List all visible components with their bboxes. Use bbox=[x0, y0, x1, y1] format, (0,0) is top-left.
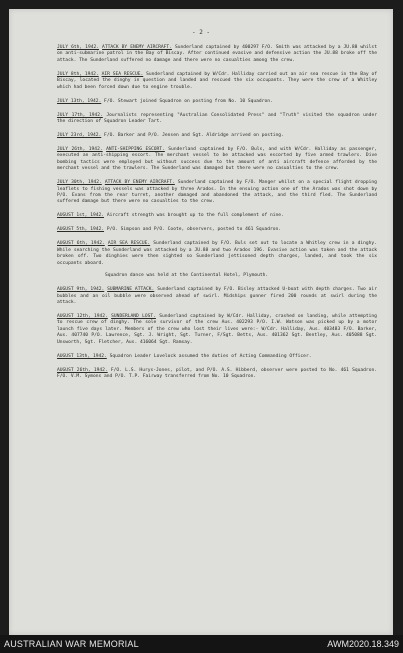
entry-date: JULY 26th, 1942. bbox=[57, 147, 103, 153]
entry-date: JULY 23rd, 1942. bbox=[57, 133, 102, 139]
entry-date: AUGUST 5th, 1942. bbox=[57, 227, 105, 233]
diary-entry bbox=[57, 45, 377, 64]
entry-date: JULY 13th, 1942. bbox=[57, 98, 102, 104]
entry-text: Squadron Leader Lovelock assumed the duties of Acting Commanding Officer. bbox=[109, 353, 312, 359]
diary-entry bbox=[57, 72, 377, 91]
entry-date: AUGUST 1st, 1942. bbox=[57, 213, 105, 219]
entry-text: Sunderland captained by F/O. Bisley attacked U-boat with depth charges. Two air bubbles and an oil bubble were observed ahead of swirl. Midships gunner fired 200 rounds at swirl during the attack. bbox=[57, 287, 377, 305]
footer-accession-number: AWM2020.18.349 bbox=[327, 639, 399, 649]
entry-text: F/O. Stewart joined Squadron on posting from No. 10 Squadron. bbox=[104, 98, 273, 104]
entry-heading: SUBMARINE ATTACK. bbox=[107, 287, 155, 293]
entry-text: Sunderland captained by F/O. Buls set out to locate a Whitley crew in a dinghy. While searching the Sunderland was attacked by a JU.88 and two Arados 196. Evasive action was taken and the attack broken off. Two dinghies were then sighted so Sunderland jettisoned depth charges, landed, and took the six occupants aboard. bbox=[57, 241, 377, 266]
entry-text: F/O. Barker and P/O. Jensen and Sgt. Aldridge arrived on posting. bbox=[104, 133, 284, 139]
diary-entry bbox=[57, 213, 377, 219]
diary-entry bbox=[57, 99, 377, 105]
footer-institution: AUSTRALIAN WAR MEMORIAL bbox=[4, 639, 139, 649]
entry-text: Sunderland captained by W/Cdr. Halliday, crashed on landing, while attempting to rescue crew of dinghy. The sole survivor of the crew Aus. 402293 P/O. I.W. Watson was picked up by a motor launch five days later. Members of the crew who lost their lives were:- W/Cdr. Halliday, Aus. 403483 F/O. Barker, Aus. 407740 P/O. Lawrence, Sgt. J. Wright, Sgt. Turner, F/Sgt. Betts, Aus. 401362 Sgt. Bentley, Aus. 405088 Sgt. Unsworth, Sgt. Fletcher, Aus. 416064 Sgt. Ramsay. bbox=[57, 313, 377, 345]
entry-date: JULY 8th, 1942. bbox=[57, 71, 99, 77]
diary-entry bbox=[57, 113, 377, 126]
entry-date: JULY 30th, 1942. bbox=[57, 180, 102, 186]
entry-heading: AIR SEA RESCUE. bbox=[101, 71, 144, 77]
entry-heading: SUNDERLAND LOST. bbox=[111, 313, 156, 319]
diary-entry bbox=[57, 368, 377, 381]
entry-text: Sunderland captained by W/Cdr. Halliday carried out an air sea rescue in the Bay of Biscay, located the dinghy in question and landed and rescued the six occupants. They were the crew of a Whitley which had been forced down due to engine trouble. bbox=[57, 71, 377, 90]
entry-date: AUGUST 12th, 1942. bbox=[57, 313, 108, 319]
page-number: - 2 - bbox=[191, 29, 211, 36]
entry-heading: ATTACK BY ENEMY AIRCRAFT. bbox=[102, 45, 172, 50]
diary-entry bbox=[57, 314, 377, 346]
diary-entries bbox=[57, 45, 377, 388]
entry-text: F/O. L.S. Hurys-Jones, pilot, and P/O. A.S. Hibberd, observer were posted to No. 461 Squadron. F/O. V.M. Symons and P/O. T.P. Fairway transferred from No. 10 Squadron. bbox=[57, 367, 377, 379]
entry-date: AUGUST 13th, 1942. bbox=[57, 353, 107, 359]
entry-text: Sunderland captained by F/O. Manger whilst on a special flight dropping leaflets to fishing vessels was attacked by three Arados. In the ensuing action one of the Arados was shot down by P/O. Evans from the rear turret, another damaged and abandoned the attack, and the third fled. The Sunderland suffered damage but there were no casualties to the crew. bbox=[57, 180, 377, 205]
entry-text: Aircraft strength was brought up to the full complement of nine. bbox=[106, 213, 284, 219]
entry-text: Sunderland captained by F/O. Buls, and with W/Cdr. Halliday as passenger, executed an anti-shipping escort. The merchant vessel to be attacked was escorted by five armed trawlers. Dive bombing tactics were employed but without success due to the amount of anti aircraft defence afforded by the merchant vessel and the trawlers. The Sunderland was damaged but there were no casualties to the crew. bbox=[57, 147, 377, 172]
document-page bbox=[9, 9, 393, 635]
diary-entry bbox=[57, 287, 377, 306]
entry-heading: ANTI-SHIPPING ESCORT. bbox=[106, 147, 165, 153]
diary-entry bbox=[57, 147, 377, 173]
entry-date: AUGUST 9th, 1942. bbox=[57, 287, 105, 293]
entry-date: AUGUST 26th, 1942. bbox=[57, 367, 108, 373]
footer-bar bbox=[0, 635, 403, 653]
entry-heading: AIR SEA RESCUE. bbox=[107, 241, 151, 247]
entry-date: JULY 6th, 1942. bbox=[57, 45, 100, 50]
diary-entry bbox=[57, 354, 377, 360]
entry-text: P/O. Simpson and P/O. Coote, observers, posted to 461 Squadron. bbox=[106, 227, 282, 233]
entry-text: Journalists representing "Australian Consolidated Press" and "Truth" visited the squadron under the direction of Squadron Leader Tart. bbox=[57, 112, 377, 125]
entry-text: Sunderland captained by 400297 F/O. Smith was attacked by a JU.88 whilst on anti-submarine patrol in the Bay of Biscay. After continued evasive and defensive action the JU.88 broke off the attack. The Sunderland suffered no damage and there were no casualties among the crew. bbox=[57, 45, 377, 63]
diary-entry bbox=[57, 133, 377, 139]
entry-date: JULY 17th, 1942. bbox=[57, 112, 103, 118]
entry-note: Squadron dance was held at the Continental Hotel, Plymouth. bbox=[105, 273, 269, 279]
diary-entry bbox=[57, 180, 377, 206]
entry-date: AUGUST 6th, 1942. bbox=[57, 241, 105, 247]
entry-heading: ATTACK BY ENEMY AIRCRAFT. bbox=[104, 180, 175, 186]
diary-entry bbox=[57, 227, 377, 233]
diary-entry bbox=[57, 241, 377, 279]
